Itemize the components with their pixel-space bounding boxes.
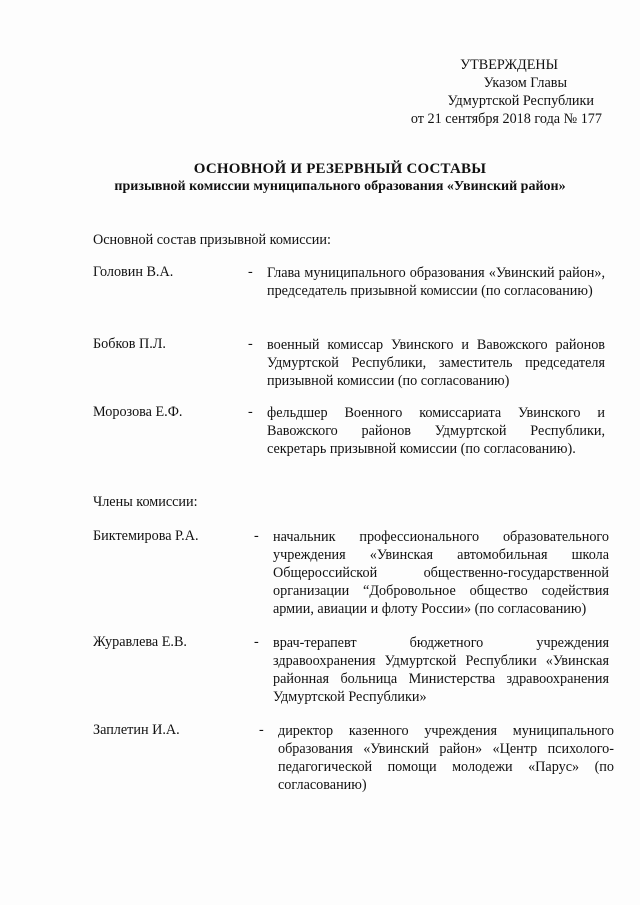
- member-name: Журавлева Е.В.: [93, 634, 187, 650]
- member-dash: -: [254, 634, 259, 650]
- approval-title: УТВЕРЖДЕНЫ: [460, 57, 558, 73]
- member-name: Биктемирова Р.А.: [93, 528, 199, 544]
- member-dash: -: [254, 528, 259, 544]
- approval-line-3: Удмуртской Республики: [447, 93, 594, 109]
- member-name: Бобков П.Л.: [93, 336, 166, 352]
- member-role: фельдшер Военного комиссариата Увинского и Вавожского районов Удмуртской Республики, секретарь призывной комиссии (по согласованию).: [267, 405, 605, 457]
- member-name: Морозова Е.Ф.: [93, 404, 183, 420]
- member-role: врач-терапевт бюджетного учреждения здравоохранения Удмуртской Республики «Увинская районная больница Министерства здравоохранения Удмуртской Республики»: [273, 635, 609, 705]
- approval-stamp: [362, 56, 602, 128]
- member-role: начальник профессионального образовательного учреждения «Увинская автомобильная школа Общероссийской общественно-государственной организации “Добровольное общество содействия армии, авиации и флоту России» (по согласованию): [273, 529, 609, 617]
- member-role: Глава муниципального образования «Увинский район», председатель призывной комиссии (по согласованию): [267, 265, 605, 299]
- document-title: ОСНОВНОЙ И РЕЗЕРВНЫЙ СОСТАВЫ: [193, 161, 487, 177]
- member-role: директор казенного учреждения муниципального образования «Увинский район» «Центр психолого-педагогической помощи молодежи «Парус» (по согласованию): [278, 723, 614, 793]
- member-name: Головин В.А.: [93, 264, 174, 280]
- member-dash: -: [248, 264, 253, 280]
- main-section-label: Основной состав призывной комиссии:: [93, 232, 331, 248]
- member-dash: -: [259, 722, 264, 738]
- members-section-label: Члены комиссии:: [93, 494, 198, 510]
- member-dash: -: [248, 404, 253, 420]
- document-subtitle: призывной комиссии муниципального образования «Увинский район»: [114, 179, 566, 194]
- member-name: Заплетин И.А.: [93, 722, 180, 738]
- member-dash: -: [248, 336, 253, 352]
- approval-line-4: от 21 сентября 2018 года № 177: [410, 111, 602, 127]
- document-heading: [0, 160, 640, 196]
- member-role: военный комиссар Увинского и Вавожского районов Удмуртской Республики, заместитель председателя призывной комиссии (по согласованию): [267, 337, 605, 389]
- approval-line-2: Указом Главы: [483, 75, 567, 91]
